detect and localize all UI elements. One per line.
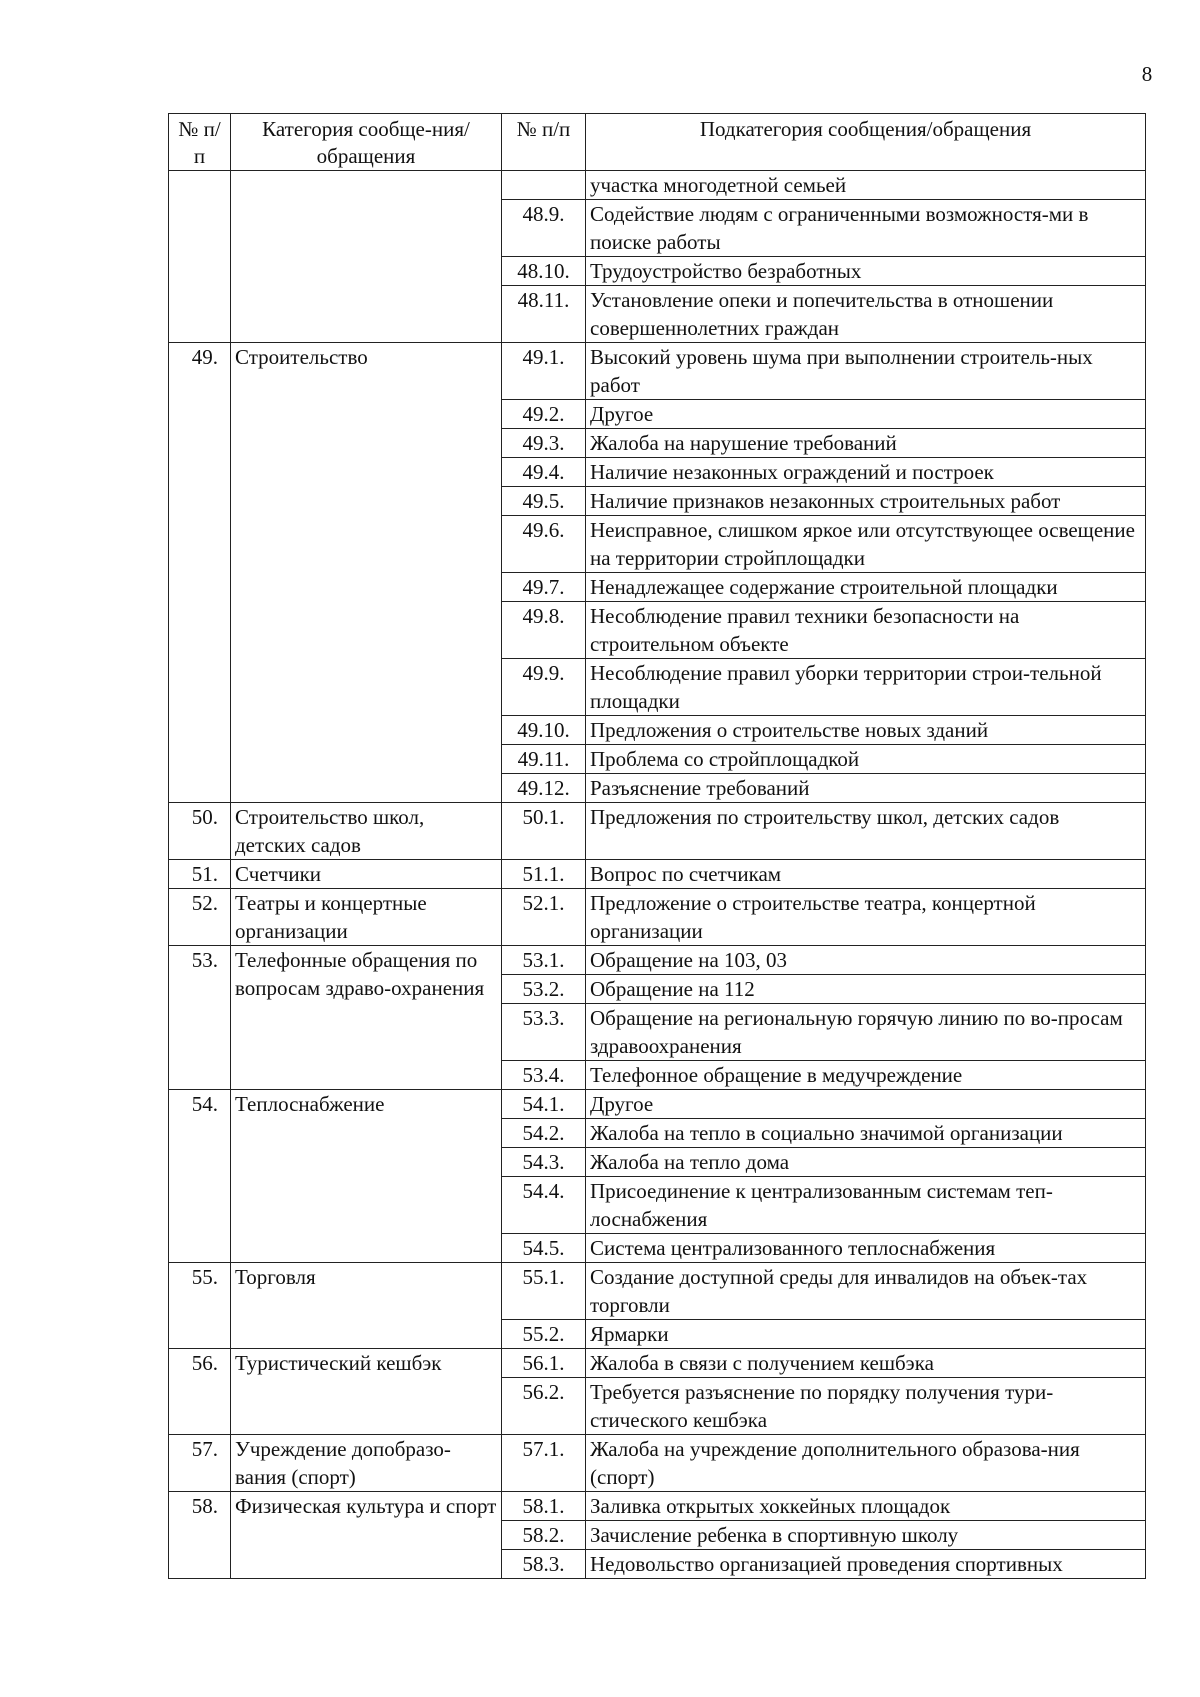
subcategory-number: 50.1. [502,803,586,860]
subcategory-number: 52.1. [502,889,586,946]
category-number: 49. [169,343,231,803]
subcategory-number: 48.9. [502,200,586,257]
subcategory-text: Вопрос по счетчикам [586,860,1146,889]
subcategory-text: Система централизованного теплоснабжения [586,1234,1146,1263]
table-row [169,343,1146,400]
subcategory-text: Другое [586,400,1146,429]
subcategory-number: 56.2. [502,1378,586,1435]
subcategory-text: Неисправное, слишком яркое или отсутствующее освещение на территории стройплощадки [586,516,1146,573]
table-row [169,171,1146,200]
subcategory-text: Несоблюдение правил уборки территории строи-тельной площадки [586,659,1146,716]
table-body [169,171,1146,1579]
category-number: 54. [169,1090,231,1263]
subcategory-text: Разъяснение требований [586,774,1146,803]
subcategory-text: Трудоустройство безработных [586,257,1146,286]
subcategory-text: Предложение о строительстве театра, концертной организации [586,889,1146,946]
subcategory-text: Зачисление ребенка в спортивную школу [586,1521,1146,1550]
subcategory-text: Требуется разъяснение по порядку получения тури-стического кешбэка [586,1378,1146,1435]
subcategory-text: Установление опеки и попечительства в отношении совершеннолетних граждан [586,286,1146,343]
subcategory-number: 49.9. [502,659,586,716]
page-number: 8 [1141,62,1153,86]
category-name: Торговля [231,1263,502,1349]
subcategory-text: Жалоба на тепло дома [586,1148,1146,1177]
table-row [169,1349,1146,1378]
subcategory-text: Жалоба на учреждение дополнительного образова-ния (спорт) [586,1435,1146,1492]
subcategory-number: 53.1. [502,946,586,975]
subcategory-number: 58.2. [502,1521,586,1550]
subcategory-number: 56.1. [502,1349,586,1378]
subcategory-number: 53.4. [502,1061,586,1090]
table-row [169,889,1146,946]
subcategory-text: Другое [586,1090,1146,1119]
subcategory-number: 54.1. [502,1090,586,1119]
subcategory-number: 49.7. [502,573,586,602]
header-row [169,114,1146,171]
category-number: 58. [169,1492,231,1579]
category-name: Счетчики [231,860,502,889]
subcategory-number: 53.3. [502,1004,586,1061]
table-header [169,114,1146,171]
category-number: 57. [169,1435,231,1492]
table-row [169,860,1146,889]
category-number: 52. [169,889,231,946]
subcategory-text: Высокий уровень шума при выполнении строитель-ных работ [586,343,1146,400]
header-subcategory: Подкатегория сообщения/обращения [586,114,1146,171]
header-sub-num: № п/п [502,114,586,171]
table-row [169,803,1146,860]
table-row [169,1263,1146,1320]
subcategory-number: 48.11. [502,286,586,343]
category-number: 51. [169,860,231,889]
subcategory-text: Жалоба в связи с получением кешбэка [586,1349,1146,1378]
header-num: № п/п [169,114,231,171]
subcategory-number: 51.1. [502,860,586,889]
subcategory-number: 49.3. [502,429,586,458]
subcategory-text: Наличие признаков незаконных строительных работ [586,487,1146,516]
subcategory-number: 53.2. [502,975,586,1004]
subcategory-number: 49.2. [502,400,586,429]
category-name: Физическая культура и спорт [231,1492,502,1579]
subcategory-number: 58.1. [502,1492,586,1521]
subcategory-text: Телефонное обращение в медучреждение [586,1061,1146,1090]
category-number: 55. [169,1263,231,1349]
subcategory-number: 58.3. [502,1550,586,1579]
table-row [169,1492,1146,1521]
subcategory-text: Жалоба на нарушение требований [586,429,1146,458]
subcategory-number [502,171,586,200]
subcategory-text: Обращение на региональную горячую линию по во-просам здравоохранения [586,1004,1146,1061]
subcategory-number: 54.3. [502,1148,586,1177]
subcategory-number: 49.10. [502,716,586,745]
subcategory-text: Наличие незаконных ограждений и построек [586,458,1146,487]
category-name: Строительство [231,343,502,803]
subcategory-text: Обращение на 103, 03 [586,946,1146,975]
subcategory-number: 49.11. [502,745,586,774]
subcategory-text: Содействие людям с ограниченными возможностя-ми в поиске работы [586,200,1146,257]
subcategory-text: Несоблюдение правил техники безопасности на строительном объекте [586,602,1146,659]
table-row [169,1090,1146,1119]
subcategory-number: 49.4. [502,458,586,487]
table-row [169,1435,1146,1492]
subcategory-number: 49.5. [502,487,586,516]
category-name: Теплоснабжение [231,1090,502,1263]
table-row [169,946,1146,975]
subcategory-number: 49.8. [502,602,586,659]
subcategory-number: 57.1. [502,1435,586,1492]
category-name: Строительство школ, детских садов [231,803,502,860]
category-name: Театры и концертные организации [231,889,502,946]
subcategory-number: 54.5. [502,1234,586,1263]
subcategory-text: Недовольство организацией проведения спортивных [586,1550,1146,1579]
category-table [168,113,1146,1579]
subcategory-text: Предложения по строительству школ, детских садов [586,803,1146,860]
subcategory-text: участка многодетной семьей [586,171,1146,200]
subcategory-text: Присоединение к централизованным системам теп-лоснабжения [586,1177,1146,1234]
subcategory-text: Обращение на 112 [586,975,1146,1004]
subcategory-number: 55.2. [502,1320,586,1349]
category-number: 56. [169,1349,231,1435]
subcategory-text: Создание доступной среды для инвалидов на объек-тах торговли [586,1263,1146,1320]
subcategory-number: 54.4. [502,1177,586,1234]
subcategory-text: Заливка открытых хоккейных площадок [586,1492,1146,1521]
subcategory-number: 55.1. [502,1263,586,1320]
category-name: Учреждение допобразо-вания (спорт) [231,1435,502,1492]
subcategory-number: 54.2. [502,1119,586,1148]
subcategory-number: 48.10. [502,257,586,286]
subcategory-text: Ненадлежащее содержание строительной площадки [586,573,1146,602]
category-name [231,171,502,343]
subcategory-text: Предложения о строительстве новых зданий [586,716,1146,745]
subcategory-number: 49.12. [502,774,586,803]
category-name: Туристический кешбэк [231,1349,502,1435]
header-category: Категория сообще-ния/обращения [231,114,502,171]
category-number [169,171,231,343]
subcategory-text: Жалоба на тепло в социально значимой организации [586,1119,1146,1148]
subcategory-text: Ярмарки [586,1320,1146,1349]
subcategory-number: 49.1. [502,343,586,400]
category-name: Телефонные обращения по вопросам здраво-охранения [231,946,502,1090]
subcategory-text: Проблема со стройплощадкой [586,745,1146,774]
category-number: 50. [169,803,231,860]
category-number: 53. [169,946,231,1090]
subcategory-number: 49.6. [502,516,586,573]
